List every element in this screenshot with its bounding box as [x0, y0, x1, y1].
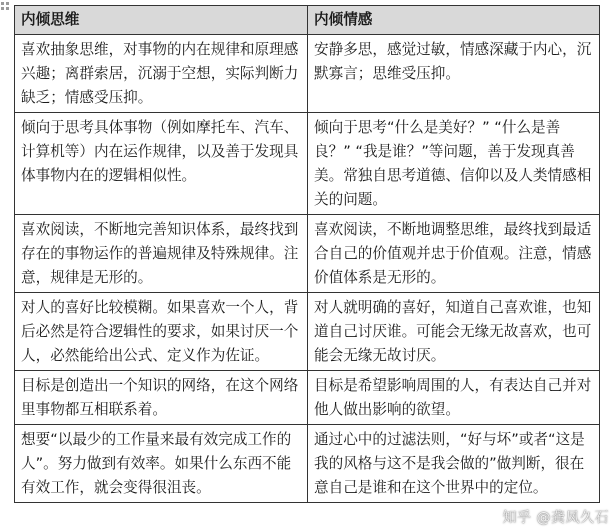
table-cell-thinking: 目标是创造出一个知识的网络，在这个网络里事物都互相联系着。 [15, 371, 308, 425]
table-cell-feeling: 倾向于思考“什么是美好？” “什么是善良？” “我是谁？”等问题，善于发现真善美。常独自思考道德、信仰以及人类情感相关的问题。 [308, 113, 600, 215]
table-row [15, 215, 600, 293]
table-header-row [15, 6, 600, 35]
table-row [15, 371, 600, 425]
table-cell-thinking: 倾向于思考具体事物（例如摩托车、汽车、计算机等）内在运作规律，以及善于发现具体事物内在的逻辑相似性。 [15, 113, 308, 215]
table-cell-feeling: 对人就明确的喜好，知道自己喜欢谁，也知道自己讨厌谁。可能会无缘无故喜欢，也可能会无缘无故讨厌。 [308, 293, 600, 371]
table-cell-feeling: 喜欢阅读，不断地调整思维，最终找到最适合自己的价值观并忠于价值观。注意，情感价值体系是无形的。 [308, 215, 600, 293]
table-cell-thinking: 喜欢抽象思维，对事物的内在规律和原理感兴趣；离群索居，沉溺于空想，实际判断力缺乏；情感受压抑。 [15, 35, 308, 113]
table-row [15, 113, 600, 215]
table-row [15, 35, 600, 113]
comparison-table [14, 5, 600, 503]
header-introverted-feeling: 内倾情感 [308, 6, 600, 35]
watermark: 知乎 @龚凤久石 [502, 510, 609, 526]
table-row [15, 293, 600, 371]
table-cell-feeling: 通过心中的过滤法则，“好与坏”或者“这是我的风格与这不是我会做的”做判断，很在意自己是谁和在这个世界中的定位。 [308, 425, 600, 503]
table-cell-feeling: 目标是希望影响周围的人，有表达自己并对他人做出影响的欲望。 [308, 371, 600, 425]
table-cell-thinking: 想要“以最少的工作量来最有效完成工作的人”。努力做到有效率。如果什么东西不能有效工作，就会变得很沮丧。 [15, 425, 308, 503]
header-introverted-thinking: 内倾思维 [15, 6, 308, 35]
table-move-handle-icon[interactable] [1, 2, 12, 16]
table-cell-thinking: 对人的喜好比较模糊。如果喜欢一个人，背后必然是符合逻辑性的要求，如果讨厌一个人，必然能给出公式、定义作为佐证。 [15, 293, 308, 371]
table-cell-feeling: 安静多思，感觉过敏，情感深藏于内心，沉默寡言；思维受压抑。 [308, 35, 600, 113]
table-row [15, 425, 600, 503]
table-cell-thinking: 喜欢阅读，不断地完善知识体系，最终找到存在的事物运作的普遍规律及特殊规律。注意，规律是无形的。 [15, 215, 308, 293]
